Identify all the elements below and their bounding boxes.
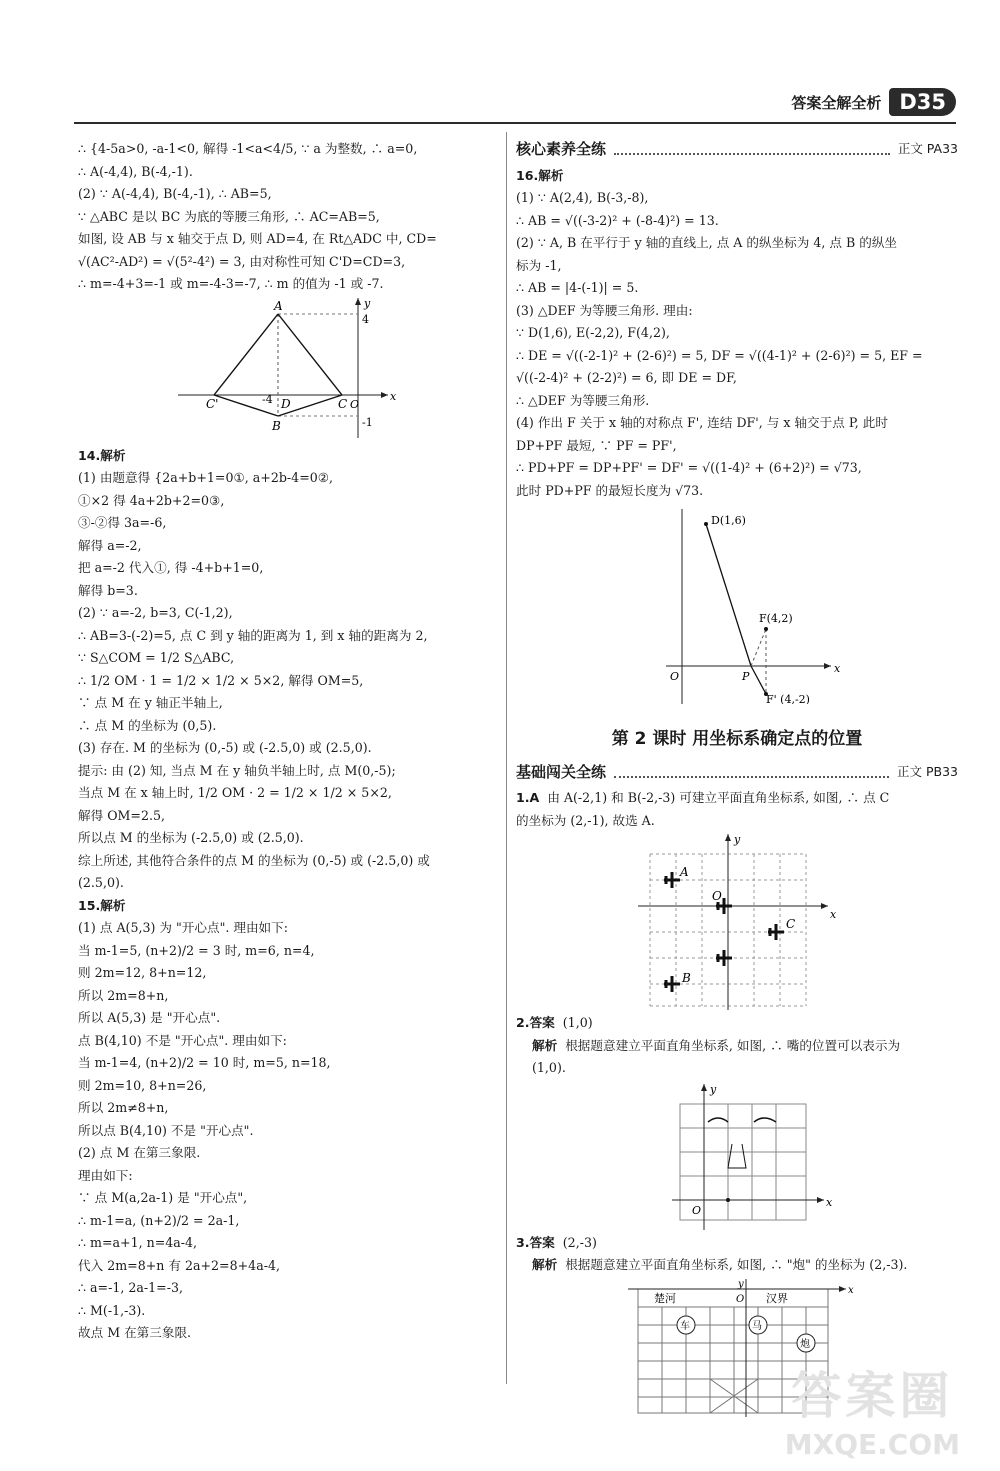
q15-line: ∵ 点 M(a,2a-1) 是 "开心点", (78, 1190, 248, 1205)
label-B: B (682, 971, 691, 985)
watermark (785, 1356, 960, 1461)
figure-face-grid (666, 1082, 846, 1230)
q14-line: 解得 b=3. (78, 582, 138, 598)
q15-line: 代入 2m=8+n 有 2a+2=8+4a-4, (78, 1257, 280, 1273)
q15-line: 当 m-1=5, (n+2)/2 = 3 时, m=6, n=4, (78, 942, 315, 958)
q13-solution (78, 138, 498, 296)
origin-O: O (712, 889, 722, 903)
q14-line: ∴ 1/2 OM · 1 = 1/2 × 1/2 × 5×2, 解得 OM=5, (78, 672, 364, 688)
x-axis-label: x (826, 1195, 833, 1209)
q16-line: 标为 -1, (516, 257, 562, 273)
q14-line: ∵ S△COM = 1/2 S△ABC, (78, 650, 235, 665)
label-chuhe: 楚河 (654, 1291, 676, 1305)
y-axis-label: y (364, 297, 371, 310)
q15-line: 所以 A(5,3) 是 "开心点". (78, 1010, 221, 1025)
q16-line: (1) ∵ A(2,4), B(-3,-8), (516, 190, 649, 205)
q15-line: (2) 点 M 在第三象限. (78, 1145, 201, 1160)
q14-line: (2.5,0). (78, 875, 124, 890)
figure-reflection (656, 504, 856, 704)
q14-line: ∴ 点 M 的坐标为 (0,5). (78, 717, 217, 733)
q14-line: 所以点 M 的坐标为 (-2.5,0) 或 (2.5,0). (78, 830, 304, 845)
q3-answer: (2,-3) (562, 1234, 597, 1250)
q16-line: (2) ∵ A, B 在平行于 y 轴的直线上, 点 A 的纵坐标为 4, 点 B 的纵坐 (516, 235, 898, 250)
section-title: 核心素养全练 (516, 140, 607, 158)
label-Cprime: C' (206, 396, 219, 411)
q15-line: 当 m-1=4, (n+2)/2 = 10 时, m=5, n=18, (78, 1055, 331, 1070)
label-A: A (274, 298, 283, 313)
section-ref: 正文 PB33 (897, 763, 958, 779)
q16-line: DP+PF 最短, ∵ PF = PF', (516, 437, 677, 453)
x-axis-label: x (848, 1284, 854, 1296)
q14-solution (78, 467, 498, 895)
q13-line: 如图, 设 AB 与 x 轴交于点 D, 则 AD=4, 在 Rt△ADC 中, CD= (78, 231, 437, 246)
q1-line-1: 由 A(-2,1) 和 B(-2,-3) 可建立平面直角坐标系, 如图, ∴ 点 C (547, 790, 890, 805)
header-rule (74, 122, 956, 124)
q15-line: ∴ m=a+1, n=4a-4, (78, 1235, 198, 1250)
label-hanjie: 汉界 (766, 1291, 788, 1305)
q14-line: (2) ∵ a=-2, b=3, C(-1,2), (78, 605, 233, 620)
tick-minus1: -1 (362, 415, 373, 429)
q15-line: 则 2m=10, 8+n=26, (78, 1077, 207, 1093)
q13-line: ∵ △ABC 是以 BC 为底的等腰三角形, ∴ AC=AB=5, (78, 208, 380, 224)
piece-ma: 马 (752, 1320, 762, 1332)
q1-line-2: 的坐标为 (2,-1), 故选 A. (516, 812, 655, 828)
section-ref: 正文 PA33 (897, 141, 958, 156)
q13-line: √(AC²-AD²) = √(5²-4²) = 3, 由对称性可知 C'D=CD=3, (78, 253, 406, 269)
q16-line: (4) 作出 F 关于 x 轴的对称点 F', 连结 DF', 与 x 轴交于点 P, 此时 (516, 415, 888, 430)
q16-solution (516, 187, 958, 502)
label-C: C (338, 396, 348, 411)
q15-solution (78, 917, 498, 1345)
q2-line-2: (1,0). (532, 1060, 566, 1075)
label-D: D(1,6) (711, 514, 746, 527)
q14-line: (3) 存在. M 的坐标为 (0,-5) 或 (-2.5,0) 或 (2.5,0). (78, 740, 372, 755)
label-B: B (272, 418, 281, 433)
page-code-badge: D35 (889, 88, 956, 116)
q15-line: 点 B(4,10) 不是 "开心点". 理由如下: (78, 1032, 287, 1048)
q15-line: (1) 点 A(5,3) 为 "开心点". 理由如下: (78, 920, 288, 935)
q16-line: 此时 PD+PF 的最短长度为 √73. (516, 482, 704, 498)
q14-line: 综上所述, 其他符合条件的点 M 的坐标为 (0,-5) 或 (-2.5,0) 或 (78, 852, 430, 868)
q15-line: 所以 2m≠8+n, (78, 1100, 169, 1115)
tick-minus4: -4 (262, 392, 273, 406)
watermark-url: MXQE.COM (784, 1428, 960, 1461)
label-P: P (742, 670, 750, 683)
q16-line: ∴ PD+PF = DP+PF' = DF' = √((1-4)² + (6+2)²) = √73, (516, 460, 862, 475)
y-axis-label: y (738, 1278, 744, 1290)
q16-line: √((-2-4)² + (2-2)²) = 6, 即 DE = DF, (516, 370, 737, 385)
q14-line: 解得 OM=2.5, (78, 807, 165, 823)
q15-line: 所以点 B(4,10) 不是 "开心点". (78, 1122, 254, 1138)
q13-line: ∴ m=-4+3=-1 或 m=-4-3=-7, ∴ m 的值为 -1 或 -7. (78, 276, 384, 291)
q1-label: 1.A (516, 790, 540, 805)
q15-label: 15.解析 (78, 897, 126, 913)
q2-line-1: 根据题意建立平面直角坐标系, 如图, ∴ 嘴的位置可以表示为 (565, 1037, 901, 1053)
label-A: A (680, 865, 689, 879)
origin-O: O (350, 397, 360, 411)
q2-label: 2.答案 (516, 1015, 555, 1030)
piece-che: 车 (680, 1320, 690, 1332)
q16-line: (3) △DEF 为等腰三角形. 理由: (516, 302, 693, 318)
q14-line: (1) 由题意得 {2a+b+1=0①, a+2b-4=0②, (78, 470, 334, 485)
q13-line: (2) ∵ A(-4,4), B(-4,-1), ∴ AB=5, (78, 186, 272, 201)
q3-line-1: 根据题意建立平面直角坐标系, 如图, ∴ "炮" 的坐标为 (2,-3). (565, 1257, 908, 1272)
q14-line: 当点 M 在 x 轴上时, 1/2 OM · 2 = 1/2 × 1/2 × 5×2, (78, 785, 392, 800)
tick-4: 4 (362, 312, 369, 326)
page-header (791, 88, 956, 116)
q3-label: 3.答案 (516, 1234, 555, 1250)
lesson-title: 第 2 课时 用坐标系确定点的位置 (611, 729, 863, 749)
q2-jiexi: 解析 (532, 1037, 558, 1053)
label-Fprime: F' (4,-2) (766, 693, 810, 704)
q13-line: ∴ A(-4,4), B(-4,-1). (78, 163, 193, 179)
q15-line: ∴ M(-1,-3). (78, 1302, 146, 1318)
q14-line: 解得 a=-2, (78, 537, 142, 553)
q15-line: ∴ a=-1, 2a-1=-3, (78, 1280, 183, 1295)
q14-label: 14.解析 (78, 447, 126, 463)
header-title: 答案全解全析 (791, 93, 882, 112)
x-axis-label: x (834, 662, 841, 675)
q14-line: 提示: 由 (2) 知, 当点 M 在 y 轴负半轴上时, 点 M(0,-5); (78, 762, 396, 778)
label-C: C (786, 917, 796, 931)
label-F: F(4,2) (759, 612, 793, 625)
x-axis-label: x (830, 908, 837, 921)
q15-line: 故点 M 在第三象限. (78, 1325, 192, 1340)
q15-line: 理由如下: (78, 1167, 133, 1183)
left-column (78, 138, 498, 1345)
section-title: 基础闯关全练 (516, 762, 607, 781)
q16-line: ∴ DE = √((-2-1)² + (2-6)²) = 5, DF = √((4-1)² + (2-6)²) = 5, EF = (516, 347, 923, 363)
q13-line: ∴ {4-5a>0, -a-1<0, 解得 -1<a<4/5, ∵ a 为整数, ∴ a=0, (78, 141, 418, 156)
q14-line: ∴ AB=3-(-2)=5, 点 C 到 y 轴的距离为 1, 到 x 轴的距离为 2, (78, 627, 428, 643)
q2-answer: (1,0) (562, 1015, 593, 1030)
y-axis-label: y (734, 834, 741, 846)
label-D: D (281, 396, 291, 411)
q3-jiexi: 解析 (532, 1257, 558, 1272)
q14-line: ①×2 得 4a+2b+2=0③, (78, 492, 225, 508)
watermark-text: 答案圈 (791, 1367, 954, 1425)
q15-line: 所以 2m=8+n, (78, 987, 169, 1003)
q16-line: ∴ △DEF 为等腰三角形. (516, 392, 650, 408)
q16-label: 16.解析 (516, 167, 564, 183)
q14-line: 把 a=-2 代入①, 得 -4+b+1=0, (78, 560, 264, 575)
origin-O: O (670, 670, 680, 683)
q16-line: ∴ AB = |4-(-1)| = 5. (516, 280, 639, 295)
origin-O: O (692, 1203, 702, 1217)
section-header-core (516, 138, 958, 161)
q15-line: 则 2m=12, 8+n=12, (78, 965, 207, 980)
figure-isosceles-triangle (178, 298, 498, 443)
origin-O: O (736, 1293, 745, 1305)
section-header-basic (516, 761, 958, 784)
x-axis-label: x (390, 389, 397, 403)
q15-line: ∴ m-1=a, (n+2)/2 = 2a-1, (78, 1212, 240, 1228)
q14-line: ∵ 点 M 在 y 轴正半轴上, (78, 695, 223, 710)
q14-line: ③-②得 3a=-6, (78, 515, 167, 530)
q16-line: ∴ AB = √((-3-2)² + (-8-4)²) = 13. (516, 212, 719, 228)
q16-line: ∵ D(1,6), E(-2,2), F(4,2), (516, 325, 670, 340)
piece-pao: 炮 (800, 1338, 810, 1350)
y-axis-label: y (710, 1082, 717, 1096)
right-column (516, 138, 958, 1419)
figure-airplanes-grid (628, 834, 848, 1010)
column-divider (506, 132, 507, 1384)
